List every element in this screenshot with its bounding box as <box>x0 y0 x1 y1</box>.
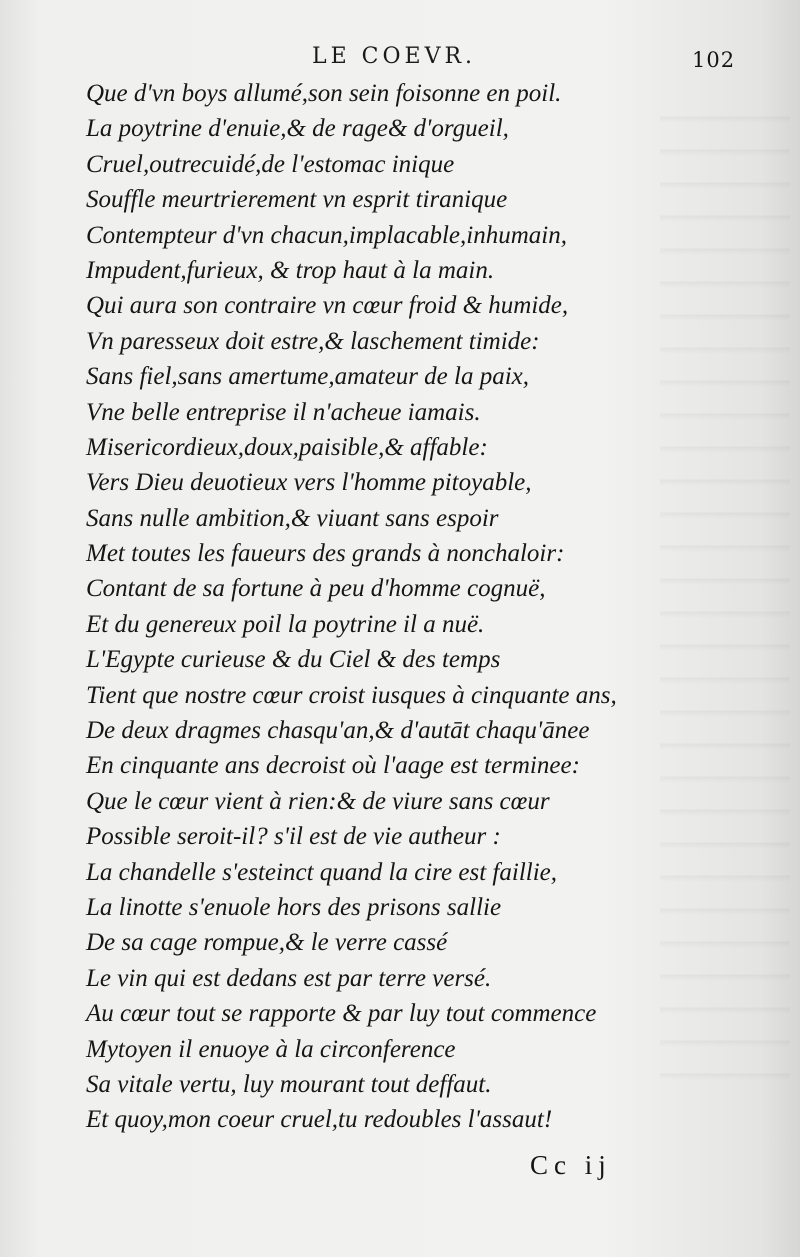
verse-line: Vn paresseux doit estre,& laschement timide: <box>86 327 540 355</box>
verse-line: Que d'vn boys allumé,son sein foisonne en poil. <box>86 80 562 107</box>
verse-line: Qui aura son contraire vn cœur froid & humide, <box>86 292 569 320</box>
verse-line: Misericordieux,doux,paisible,& affable: <box>86 433 488 461</box>
verse-line: Sans fiel,sans amertume,amateur de la paix, <box>86 363 530 391</box>
verse-line: Et quoy,mon coeur cruel,tu redoubles l'assaut! <box>86 1106 553 1134</box>
verse-line: Souffle meurtrierement vn esprit tiranique <box>86 186 508 214</box>
verse-line: De sa cage rompue,& le verre cassé <box>86 929 448 957</box>
verse-line: Mytoyen il enuoye à la circonference <box>86 1035 456 1063</box>
verse-line: En cinquante ans decroist où l'aage est terminee: <box>86 752 580 780</box>
verse-line: Contant de sa fortune à peu d'homme cognuë, <box>86 575 546 603</box>
verse-line: Le vin qui est dedans est par terre versé. <box>86 964 492 992</box>
verse-line: Vers Dieu deuotieux vers l'homme pitoyable, <box>86 469 532 497</box>
verse-line: Sa vitale vertu, luy mourant tout deffaut. <box>86 1070 492 1098</box>
verse-line: La linotte s'enuole hors des prisons sallie <box>86 893 502 921</box>
verse-line: Et du genereux poil la poytrine il a nuë. <box>86 610 485 638</box>
running-title: LE COEVR. <box>312 44 477 69</box>
verse-line: L'Egypte curieuse & du Ciel & des temps <box>86 646 501 674</box>
page-number: 102 <box>692 48 736 72</box>
verse-line: Que le cœur vient à rien:& de viure sans cœur <box>86 787 550 815</box>
verse-line: Au cœur tout se rapporte & par luy tout commence <box>86 1000 597 1028</box>
verse-line: Met toutes les faueurs des grands à nonchaloir: <box>86 540 565 568</box>
verse-line: La poytrine d'enuie,& de rage& d'orgueil, <box>86 115 509 143</box>
verse-line: Sans nulle ambition,& viuant sans espoir <box>86 504 499 532</box>
verse-line: Tient que nostre cœur croist iusques à cinquante ans, <box>86 681 617 709</box>
verse-line: Cruel,outrecuidé,de l'estomac inique <box>86 150 455 178</box>
verse-line: Impudent,furieux, & trop haut à la main. <box>86 256 495 284</box>
verse-line: La chandelle s'esteinct quand la cire est faillie, <box>86 858 557 886</box>
signature-mark: Cc ij <box>530 1150 612 1180</box>
verse-line: Possible seroit-il? s'il est de vie autheur : <box>86 823 501 851</box>
verse-line: Vne belle entreprise il n'acheue iamais. <box>86 398 481 426</box>
verse-block <box>86 76 760 1138</box>
verse-line: Contempteur d'vn chacun,implacable,inhumain, <box>86 221 567 249</box>
verse-line: De deux dragmes chasqu'an,& d'autāt chaqu'ānee <box>86 717 590 745</box>
